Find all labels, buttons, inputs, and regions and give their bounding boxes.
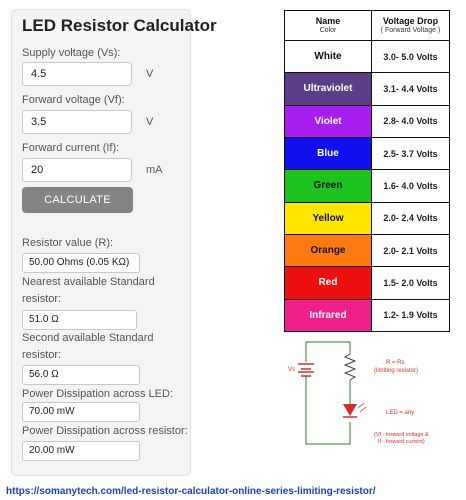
vs-label: Vs — [288, 367, 296, 373]
led-voltage-drop: 3.1- 4.4 Volts — [372, 73, 449, 104]
led-power-label: Power Dissipation across LED: — [22, 388, 174, 400]
resistor-label-line1: R = Rs — [386, 360, 405, 366]
table-row — [285, 41, 449, 73]
voltage-header-title: Voltage Drop — [382, 15, 439, 26]
second-resistor-output: 56.0 Ω — [22, 365, 140, 385]
led-voltage-drop: 1.6- 4.0 Volts — [372, 170, 449, 201]
table-row — [285, 300, 449, 331]
name-header — [285, 11, 372, 40]
resistor-power-output: 20.00 mW — [22, 441, 140, 461]
forward-current-label: Forward current (If): — [22, 142, 120, 154]
calculate-button[interactable]: CALCULATE — [22, 187, 133, 213]
circuit-wire-bottom — [306, 376, 350, 444]
led-color-name: Ultraviolet — [285, 73, 372, 104]
resistor-label-line2: (limiting resistor) — [374, 368, 419, 374]
table-row — [285, 267, 449, 299]
nearest-resistor-output: 51.0 Ω — [22, 310, 137, 330]
table-row — [285, 235, 449, 267]
second-resistor-label-line1: Second available Standard — [22, 332, 154, 344]
led-voltage-drop: 2.5- 3.7 Volts — [372, 138, 449, 169]
forward-current-unit: mA — [146, 164, 163, 176]
led-label: LED = any — [386, 410, 415, 416]
table-row — [285, 106, 449, 138]
led-voltage-drop: 1.5- 2.0 Volts — [372, 267, 449, 298]
forward-voltage-unit: V — [146, 116, 154, 128]
table-header-row — [285, 11, 449, 41]
led-color-name: Violet — [285, 106, 372, 137]
forward-voltage-input[interactable] — [22, 110, 132, 134]
voltage-header-subtitle: ( Forward Voltage ) — [380, 26, 441, 34]
led-color-name: Infrared — [285, 300, 372, 331]
led-voltage-drop: 2.0- 2.1 Volts — [372, 235, 449, 266]
name-header-title: Name — [315, 15, 341, 26]
led-power-output: 70.00 mW — [22, 402, 140, 422]
table-row — [285, 73, 449, 105]
table-row — [285, 170, 449, 202]
table-row — [285, 203, 449, 235]
source-url-link[interactable]: https://somanytech.com/led-resistor-calculator-online-series-limiting-resistor/ — [6, 486, 376, 497]
supply-voltage-unit: V — [146, 68, 154, 80]
led-color-name: Blue — [285, 138, 372, 169]
table-row — [285, 138, 449, 170]
forward-voltage-label: Forward voltage (Vf): — [22, 94, 125, 106]
led-color-name: Orange — [285, 235, 372, 266]
battery-icon — [298, 364, 314, 376]
led-icon — [343, 403, 366, 417]
led-color-name: Yellow — [285, 203, 372, 234]
supply-voltage-label: Supply voltage (Vs): — [22, 47, 121, 59]
vf-label-line1: (Vf - forward voltage & — [374, 432, 429, 438]
nearest-resistor-label-line2: resistor: — [22, 293, 62, 305]
led-voltage-drop: 2.8- 4.0 Volts — [372, 106, 449, 137]
led-color-name: Green — [285, 170, 372, 201]
led-voltage-drop: 2.0- 2.4 Volts — [372, 203, 449, 234]
led-voltage-table — [284, 10, 450, 332]
supply-voltage-input[interactable] — [22, 62, 132, 86]
resistor-value-label: Resistor value (R): — [22, 237, 114, 249]
resistor-value-output: 50.00 Ohms (0.05 KΩ) — [22, 253, 140, 273]
vf-label-line2: If - forward current) — [378, 439, 425, 445]
led-color-name: White — [285, 41, 372, 72]
nearest-resistor-label-line1: Nearest available Standard — [22, 276, 155, 288]
led-color-name: Red — [285, 267, 372, 298]
led-voltage-drop: 1.2- 1.9 Volts — [372, 300, 449, 331]
calculator-title: LED Resistor Calculator — [22, 16, 217, 35]
voltage-header — [372, 11, 449, 40]
resistor-power-label: Power Dissipation across resistor: — [22, 425, 188, 437]
second-resistor-label-line2: resistor: — [22, 349, 62, 361]
led-voltage-drop: 3.0- 5.0 Volts — [372, 41, 449, 72]
circuit-diagram — [284, 340, 450, 460]
name-header-subtitle: Color — [319, 26, 337, 34]
forward-current-input[interactable] — [22, 158, 132, 182]
resistor-icon — [345, 354, 355, 380]
circuit-wire-top — [306, 342, 350, 362]
